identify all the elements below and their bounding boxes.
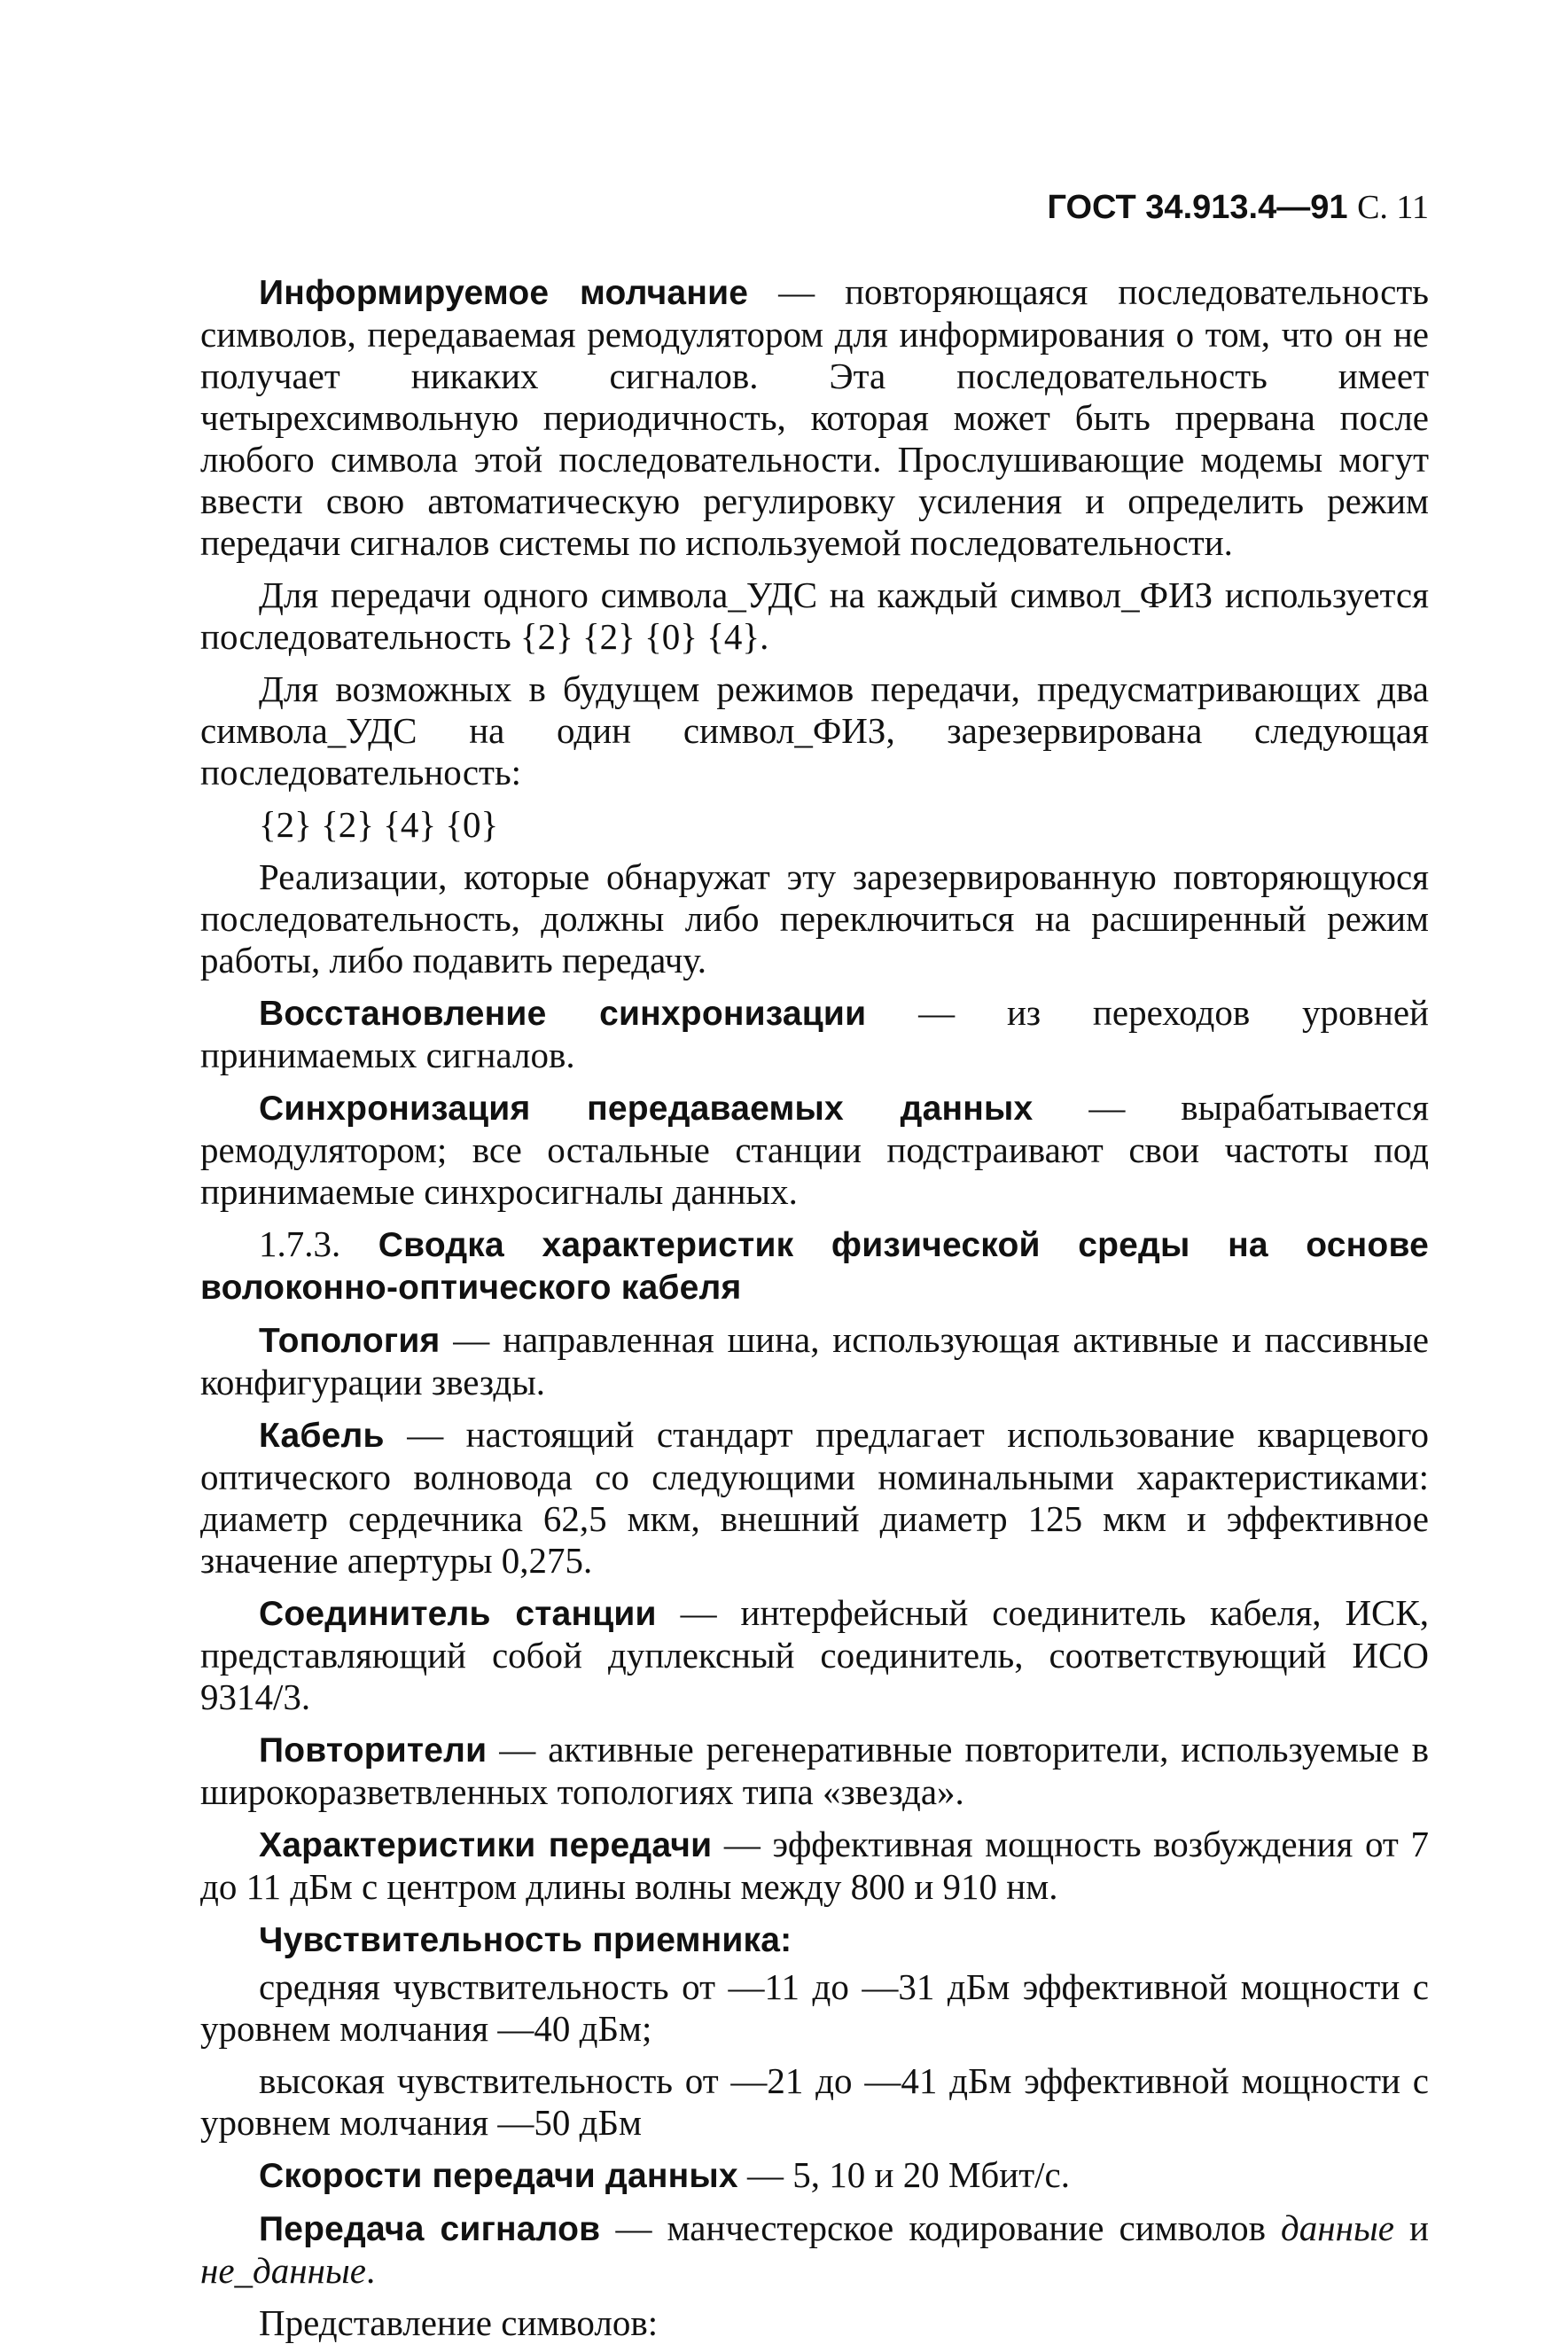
page-number: С. 11 (1357, 189, 1429, 226)
term: Восстановление синхронизации (259, 995, 867, 1033)
term: Информируемое молчание (259, 274, 749, 312)
paragraph-data-sync: Синхронизация передаваемых данных — вырабатывается ремодулятором; все остальные станции подстраивают свои частоты под принимаемые синхросигналы данных. (200, 1087, 1429, 1212)
term: Повторители (259, 1731, 488, 1770)
term: Передача сигналов (259, 2210, 601, 2248)
reserved-sequence: {2} {2} {4} {0} (259, 804, 499, 845)
section-number: 1.7.3. (259, 1223, 341, 1264)
paragraph-high-sensitivity: высокая чувствительность от —21 до —41 дБм эффективной мощности с уровнем молчания —50 дБм (200, 2060, 1429, 2143)
paragraph-symbol-representation: Представление символов: (259, 2302, 659, 2343)
paragraph-cable: Кабель — настоящий стандарт предлагает использование кварцевого оптического волновода со следующими номинальными характеристиками: диаметр сердечника 62,5 мкм, внешний диаметр 125 мкм и эффективное значение апертуры 0,275. (200, 1414, 1429, 1581)
paragraph-topology: Топология — направленная шина, использующая активные и пассивные конфигурации звезды. (200, 1319, 1429, 1402)
paragraph-signaling: Передача сигналов — манчестерское кодирование символов данные и не_данные. (200, 2207, 1429, 2291)
paragraph-station-connector: Соединитель станции — интерфейсный соединитель кабеля, ИСК, представляющий собой дуплексный соединитель, соответствующий ИСО 9314/3. (200, 1592, 1430, 1717)
term: Скорости передачи данных (259, 2157, 738, 2195)
paragraph-sync-recovery: Восстановление синхронизации — из переходов уровней принимаемых сигналов. (200, 992, 1429, 1075)
section-title: Сводка характеристик физической среды на основе волоконно-оптического кабеля (200, 1226, 1429, 1307)
paragraph-sequence-single: Для передачи одного символа_УДС на каждый символ_ФИЗ используется последовательность {2} {2} {0} {4}. (200, 574, 1429, 657)
section-heading-1-7-3 (200, 1223, 1429, 1309)
term: Характеристики передачи (259, 1826, 713, 1864)
paragraph-data-rates: Скорости передачи данных — 5, 10 и 20 Мбит/с. (259, 2154, 1070, 2195)
paragraph-receiver-sensitivity (200, 1918, 1429, 1961)
paragraph-medium-sensitivity: средняя чувствительность от —11 до —31 дБм эффективной мощности с уровнем молчания —40 дБм; (200, 1966, 1429, 2049)
paragraph-transmission: Характеристики передачи — эффективная мощность возбуждения от 7 до 11 дБм с центром длины волны между 800 и 910 нм. (200, 1824, 1429, 1907)
paragraph-implementations: Реализации, которые обнаружат эту зарезервированную повторяющуюся последовательность, должны либо переключиться на расширенный режим работы, либо подавить передачу. (200, 856, 1429, 981)
term: Топология (259, 1322, 441, 1360)
term: Чувствительность приемника: (259, 1921, 792, 1959)
page-header (200, 188, 1429, 227)
paragraph-repeaters: Повторители — активные регенеративные повторители, используемые в широкоразветвленных топологиях типа «звезда». (200, 1729, 1429, 1812)
term: Кабель (259, 1417, 385, 1455)
term: Соединитель станции (259, 1595, 657, 1633)
paragraph-informed-silence: Информируемое молчание — повторяющаяся последовательность символов, передаваемая ремодулятором для информирования о том, что он не получает никаких сигналов. Эта последовательность имеет четырехсимвольную периодичность, которая может быть прервана после любого символа этой последовательности. Прослушивающие модемы могут ввести свою автоматическую регулировку усиления и определить режим передачи сигналов системы по используемой последовательности. (200, 271, 1429, 563)
document-page (200, 188, 1430, 2343)
standard-number: ГОСТ 34.913.4—91 (1047, 189, 1348, 226)
paragraph-sequence-reserved: Для возможных в будущем режимов передачи, предусматривающих два символа_УДС на один символ_ФИЗ, зарезервирована следующая последовательность: (200, 668, 1429, 793)
term: Синхронизация передаваемых данных (259, 1090, 1034, 1128)
